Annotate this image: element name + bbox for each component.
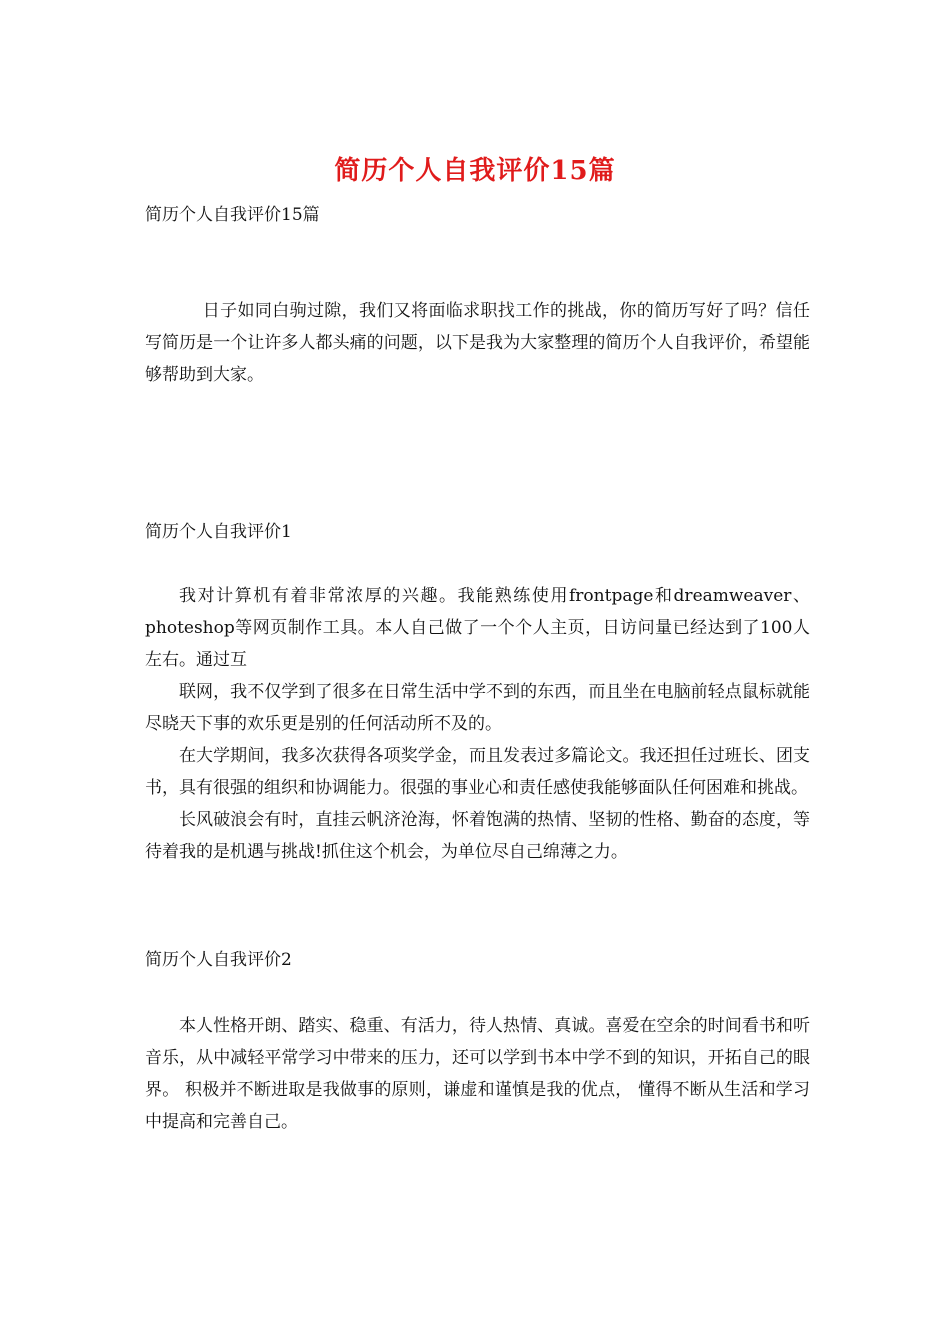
section-heading-2: 简历个人自我评价2 [145,950,292,970]
document-subtitle: 简历个人自我评价15篇 [145,205,320,225]
paragraph: 在大学期间，我多次获得各项奖学金，而且发表过多篇论文。我还担任过班长、团支书，具有很强的组织和协调能力。很强的事业心和责任感使我能够面队任何困难和挑战。 [145,746,810,798]
paragraph: 我对计算机有着非常浓厚的兴趣。我能熟练使用frontpage和dreamweaver、photeshop等网页制作工具。本人自己做了一个个人主页，日访问量已经达到了100人左右。通过互 [145,586,810,670]
paragraph: 本人性格开朗、踏实、稳重、有活力，待人热情、真诚。喜爱在空余的时间看书和听音乐，从中减轻平常学习中带来的压力，还可以学到书本中学不到的知识，开拓自己的眼界。 积极并不断进取是我做事的原则，谦虚和谨慎是我的优点， 懂得不断从生活和学习中提高和完善自己。 [145,1016,810,1132]
intro-paragraph: 日子如同白驹过隙，我们又将面临求职找工作的挑战，你的简历写好了吗？信任写简历是一个让许多人都头痛的问题，以下是我为大家整理的简历个人自我评价，希望能够帮助到大家。 [145,301,810,385]
document-title: 简历个人自我评价15篇 [334,156,616,186]
paragraph: 长风破浪会有时，直挂云帆济沧海，怀着饱满的热情、坚韧的性格、勤奋的态度，等待着我的是机遇与挑战!抓住这个机会，为单位尽自己绵薄之力。 [145,810,810,862]
section-body-1 [145,580,810,868]
section-heading-1: 简历个人自我评价1 [145,522,292,542]
intro-block [145,295,810,391]
section-body-2 [145,1010,810,1138]
paragraph: 联网，我不仅学到了很多在日常生活中学不到的东西，而且坐在电脑前轻点鼠标就能尽晓天下事的欢乐更是别的任何活动所不及的。 [145,682,810,734]
